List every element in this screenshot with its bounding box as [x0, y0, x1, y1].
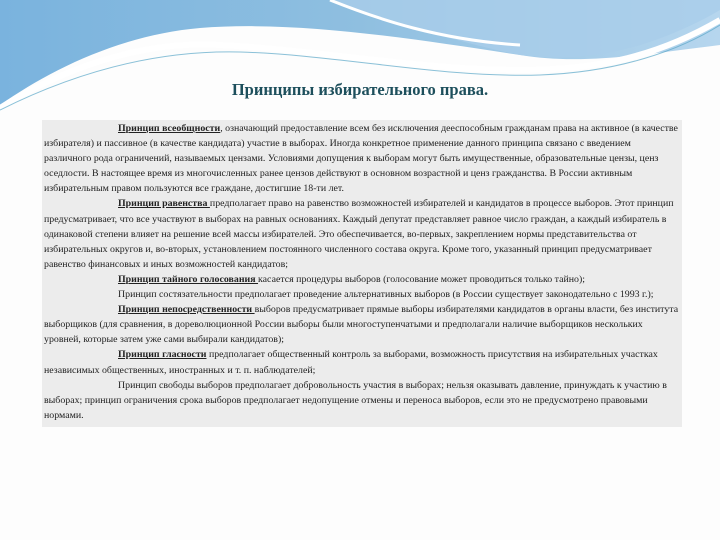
paragraph-text: Принцип свободы выборов предполагает добровольность участия в выборах; нельзя оказывать давление, принуждать к участию в выборах; принцип ограничения срока выборов предполагает недопущение отмены и переноса выборов, если это не предусмотрено правовыми нормами. — [44, 379, 667, 421]
paragraph-directness — [44, 302, 680, 347]
paragraph-publicity — [44, 347, 680, 377]
document-body — [42, 120, 682, 427]
paragraph-text: выборов предусматривает прямые выборы избирателями кандидатов в органы власти, без института выборщиков (для сравнения, в дореволюционной России выборы были многоступенчатыми и предполагали наличие выборщиков нескольких уровней, которые затем уже сами выбирали кандидатов); — [44, 304, 679, 346]
paragraph-text: Принцип состязательности предполагает проведение альтернативных выборов (в России существует законодательно с 1993 г.); — [118, 289, 654, 301]
paragraph-universality — [44, 121, 680, 196]
paragraph-text: предполагает право на равенство возможностей избирателей и кандидатов в процессе выборов. Этот принцип предусматривает, что все участвуют в выборах на равных основаниях. Каждый депутат представляет равное число граждан, а каждый избиратель в одинаковой степени влияет на решение всей массы избирателей. Это обеспечивается, во-первых, закреплением нормы представительства от избирательных округов и, во-вторых, установлением постоянного численного состава округа. Кроме того, указанный принцип предусматривает равенство финансовых и иных возможностей кандидатов; — [44, 198, 674, 270]
paragraph-competitiveness — [44, 287, 680, 302]
paragraph-equality — [44, 196, 680, 271]
decorative-wave-header — [0, 0, 720, 120]
paragraph-text: , означающий предоставление всем без исключения дееспособным гражданам права на активное (в качестве избирателя) и пассивное (в качестве кандидата) участие в выборах. Иногда конкретное применение данного принципа связано с введением различного рода ограничений, называемых цензами. Условиями допущения к выборам могут быть имущественные, образовательные цензы, ценз оседлости. В настоящее время из многочисленных ранее цензов действуют в основном возрастной и ценз гражданства. В России активным избирательным правом пользуются все граждане, достигшие 18-ти лет. — [44, 123, 678, 195]
paragraph-text: предполагает общественный контроль за выборами, возможность присутствия на избирательных участках независимых общественных, иностранных и т. п. наблюдателей; — [44, 349, 658, 376]
page-title: Принципы избирательного права. — [231, 80, 489, 99]
term: Принцип всеобщности — [118, 123, 221, 134]
term: Принцип равенства — [118, 198, 210, 210]
term: Принцип тайного голосования — [118, 273, 259, 285]
paragraph-freedom — [44, 378, 680, 423]
term: Принцип непосредственности — [118, 304, 255, 316]
term: Принцип гласности — [118, 349, 207, 361]
paragraph-secret-ballot — [44, 272, 680, 287]
paragraph-text: касается процедуры выборов (голосование может проводиться только тайно); — [258, 273, 586, 285]
